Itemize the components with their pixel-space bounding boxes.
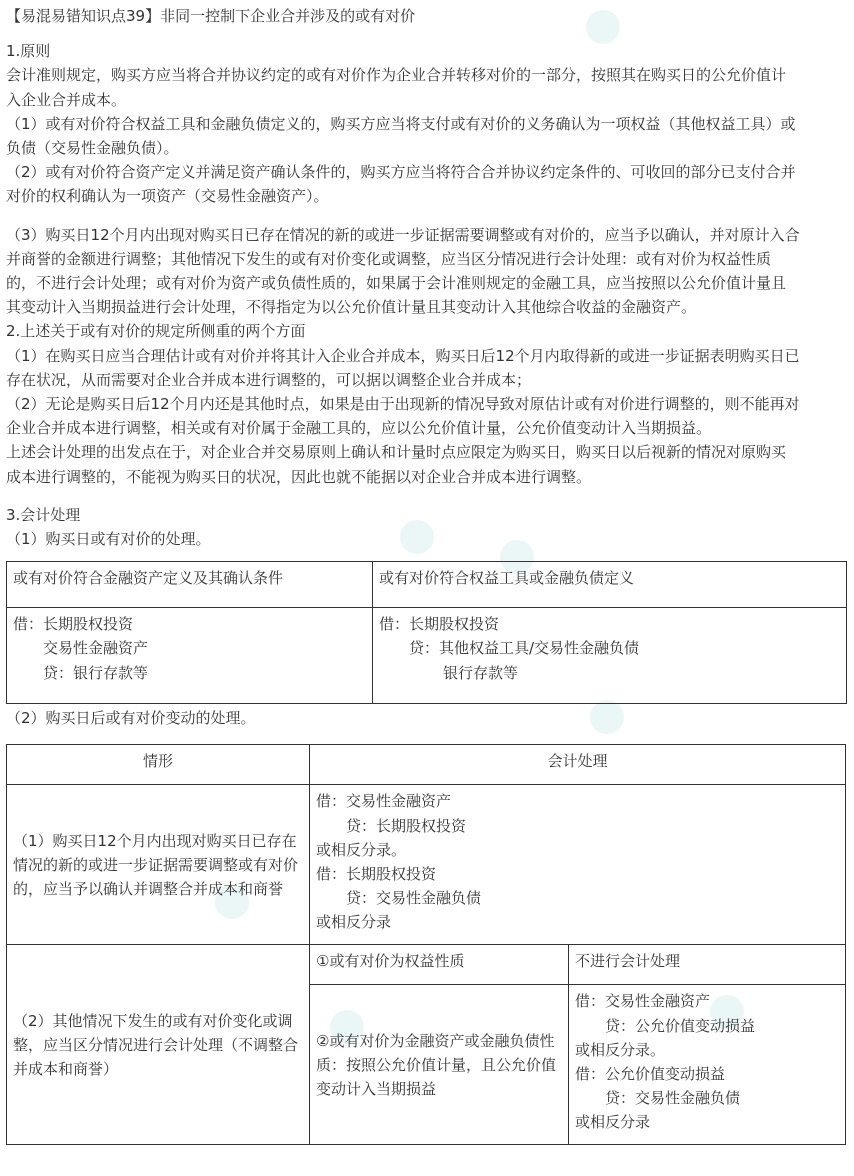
entry-line: 贷：交易性金融负债	[346, 889, 482, 908]
paragraph-line: 成本进行调整的，不能视为购买日的状况，因此也就不能据以对企业合并成本进行调整。	[6, 467, 592, 486]
section-heading-aspects: 2.上述关于或有对价的规定所侧重的两个方面	[6, 322, 306, 341]
subheading-purchase-date: （1）购买日或有对价的处理。	[6, 530, 211, 549]
entry-line: 贷：长期股权投资	[346, 816, 467, 835]
paragraph-line: 企业合并成本进行调整，相关或有对价属于金融工具的，应以公允价值计量，公允价值变动计入当期损益。	[6, 419, 712, 438]
entry-line: 或相反分录。	[575, 1040, 666, 1059]
entry-line: 借：交易性金融资产	[316, 792, 452, 811]
situation-cell: （1）购买日12个月内出现对购买日已存在情况的新的或进一步证据需要调整或有对价的，应当予以确认并调整合并成本和商誉	[7, 785, 310, 945]
entry-line: 贷：其他权益工具/交易性金融负债	[409, 639, 640, 658]
paragraph-line: 会计准则规定，购买方应当将合并协议约定的或有对价作为企业合并转移对价的一部分，按照其在购买日的公允价值计	[6, 66, 787, 85]
paragraph-line: 对价的权利确认为一项资产（交易性金融资产）。	[6, 187, 329, 206]
paragraph-line: 入企业合并成本。	[6, 90, 127, 109]
paragraph-line: （1）在购买日应当合理估计或有对价并将其计入企业合并成本，购买日后12个月内取得新的或进一步证据表明购买日已	[6, 346, 800, 365]
table-header-cell: 或有对价符合金融资产定义及其确认条件	[7, 562, 373, 608]
situation-cell: （2）其他情况下发生的或有对价变化或调整，应当区分情况进行会计处理（不调整合并成本和商誉）	[7, 945, 310, 1145]
case-cell: ②或有对价为金融资产或金融负债性质：按照公允价值计量，且公允价值变动计入当期损益	[310, 985, 569, 1145]
entry-line: 或相反分录	[316, 913, 392, 932]
entry-line: 借：长期股权投资	[379, 615, 500, 634]
journal-entry-cell	[569, 985, 846, 1145]
entry-line: 贷：交易性金融负债	[605, 1089, 741, 1108]
paragraph-line: （1）或有对价符合权益工具和金融负债定义的，购买方应当将支付或有对价的义务确认为一项权益（其他权益工具）或	[6, 114, 796, 133]
entry-line: 交易性金融资产	[43, 639, 149, 658]
entry-line: 借：公允价值变动损益	[575, 1065, 726, 1084]
entry-line: 银行存款等	[443, 663, 519, 682]
table-header-cell: 情形	[7, 745, 310, 785]
paragraph-line: （3）购买日12个月内出现对购买日已存在情况的新的或进一步证据需要调整或有对价的，应当予以确认，并对原计入合	[6, 225, 800, 244]
entry-line: 借：交易性金融资产	[575, 992, 711, 1011]
journal-entry-cell	[373, 608, 847, 704]
paragraph-line: 其变动计入当期损益进行会计处理，不得指定为以公允价值计量且其变动计入其他综合收益的金融资产。	[6, 298, 697, 317]
table-header-cell: 会计处理	[310, 745, 846, 785]
paragraph-line: 上述会计处理的出发点在于，对企业合并交易原则上确认和计量时点应限定为购买日，购买日以后视新的情况对原购买	[6, 443, 787, 462]
case-cell: ①或有对价为权益性质	[310, 945, 569, 985]
paragraph-line: 的，不进行会计处理；或有对价为资产或负债性质的，如果属于会计准则规定的金融工具，应当按照以公允价值计量且	[6, 274, 787, 293]
journal-entry-cell	[7, 608, 373, 704]
paragraph-line: 负债（交易性金融负债）。	[6, 139, 179, 158]
section-heading-principle: 1.原则	[6, 42, 51, 61]
entry-line: 贷：公允价值变动损益	[605, 1016, 756, 1035]
paragraph-line: （2）或有对价符合资产定义并满足资产确认条件的，购买方应当将符合合并协议约定条件的、可收回的部分已支付合并	[6, 163, 796, 182]
purchase-date-table	[6, 561, 847, 704]
entry-line: 或相反分录	[575, 1113, 651, 1132]
after-purchase-table	[6, 744, 846, 1145]
entry-line: 借：长期股权投资	[316, 865, 437, 884]
paragraph-line: （2）无论是购买日后12个月内还是其他时点，如果是由于出现新的情况导致对原估计或有对价进行调整的，则不能再对	[6, 395, 800, 414]
paragraph-line: 并商誉的金额进行调整；其他情况下发生的或有对价变化或调整，应当区分情况进行会计处理：或有对价为权益性质	[6, 249, 772, 268]
treatment-cell: 不进行会计处理	[569, 945, 846, 985]
entry-line: 借：长期股权投资	[13, 615, 134, 634]
table-header-cell: 或有对价符合权益工具或金融负债定义	[373, 562, 847, 608]
document	[6, 4, 848, 1145]
entry-line: 贷：银行存款等	[43, 663, 149, 682]
page-title: 【易混易错知识点39】非同一控制下企业合并涉及的或有对价	[6, 7, 416, 25]
paragraph-line: 存在状况，从而需要对企业合并成本进行调整的，可以据以调整企业合并成本；	[6, 370, 532, 389]
section-heading-accounting: 3.会计处理	[6, 505, 81, 524]
journal-entry-cell	[310, 785, 846, 945]
entry-line: 或相反分录。	[316, 840, 407, 859]
subheading-after-purchase: （2）购买日后或有对价变动的处理。	[6, 709, 256, 728]
